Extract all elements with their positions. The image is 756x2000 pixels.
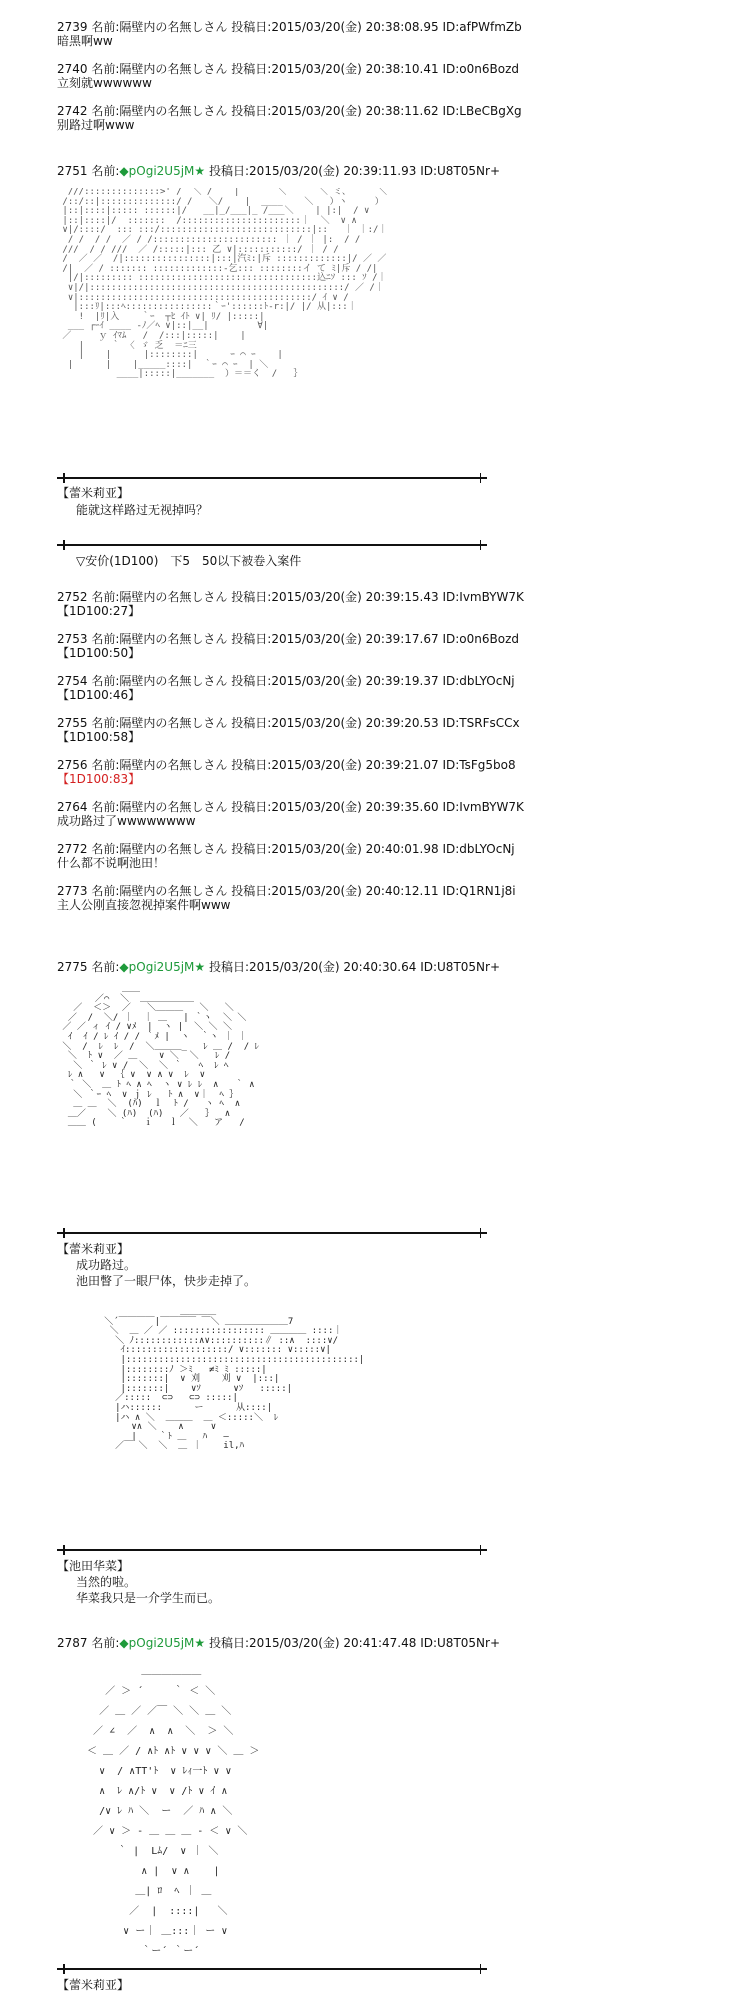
post-date: 2015/03/20(金) 20:40:30.64 <box>249 960 417 974</box>
post-2754 <box>57 674 617 702</box>
post-body: 立刻就wwwwww <box>57 76 152 90</box>
poster-id[interactable]: ID:o0n6Bozd <box>442 62 519 76</box>
poster-name: 隔壁内の名無しさん <box>119 884 228 898</box>
poster-name: 隔壁内の名無しさん <box>119 800 228 814</box>
name-label: 名前: <box>91 1636 120 1650</box>
name-label: 名前: <box>91 716 120 730</box>
post-2739 <box>57 20 617 48</box>
post-date: 2015/03/20(金) 20:39:21.07 <box>271 758 439 772</box>
speech-line: 华菜我只是一介学生而已。 <box>76 1591 221 1605</box>
date-label: 投稿日: <box>231 20 272 34</box>
post-header <box>57 20 617 34</box>
date-label: 投稿日: <box>231 104 272 118</box>
name-label: 名前: <box>91 960 120 974</box>
dice-result: 【1D100:46】 <box>57 688 141 702</box>
post-number[interactable]: 2787 <box>57 1636 88 1650</box>
date-label: 投稿日: <box>231 800 272 814</box>
ascii-art-remilia-3: ＿＿＿＿＿＿ ／ ＞ ´ ｀ ＜ ＼ ／ ＿ ／ ／￣ ＼ ＼ ＿ ＼ ／ ∠ ／ ∧ ∧ ＼ ＞ ＼ ＜ ＿ ／ / ∧ﾄ ∧ﾄ ∨ ∨ ∨ ＼ ＿ ＞ ∨ / ∧TT'ﾄ ∨ ﾚｨ一ﾄ ∨ ∨ ∧ ﾚ ∧/ﾄ ∨ ∨ /ﾄ ∨ ｲ ∧ /∨ ﾚ ﾊ ＼ ー ／ ﾊ ∧ ＼ ／ ∨ ＞ - ＿ ＿ ＿ - ＜ ∨ ＼ ｀ | Lﾑ/ ∨ ｜ ＼ ∧ | ∨ ∧ | ＿| ﾛ ﾍ ｜ ＿ ／ | ::::| ＼ ∨ ー｜ ＿:::｜ ー ∨ ｀ー´ ｀ー´ <box>87 1666 260 1957</box>
poster-id[interactable]: ID:Q1RN1j8i <box>442 884 516 898</box>
post-number[interactable]: 2753 <box>57 632 88 646</box>
post-date: 2015/03/20(金) 20:39:15.43 <box>271 590 439 604</box>
poster-id[interactable]: ID:afPWfmZb <box>442 20 522 34</box>
ascii-art-remilia-1: ///::::::::::::::>' / ＼ / | ＼ ＼ ミ、 ＼ /::/::|::::::::::::::/ / ＼/ | ____ ＼ ）ヽ ） |::|::::|::::: ::::::|/ __|_/___|_ /___＼ | |:| / ∨ |::|::::|/ ::::::: /::::::::::::::::::::::｜ ＼ ∨ ∧ ∨|/::::/ ::: :::/::::::::::::::::::::::::::::|:: ｜ ｜:/｜ / / / / ／ / /::::::::::::::::::::::: ｜ / ｜ |: / / /// / / /// ／ /:::::|::: 乙 ∨|:::::::::::/ ｜ / / / ／ ／ /|::::::::::::::::|:::|汽ﾐ:|斥 :::::::::::::|/ ／ ／ /| ／ / ::::::: :::::::::::::-乞::: ::::::::イ て ﾐ|斥 / /| |/|::::::::: :::::::::::::::::::::::::::::::::込ﾆｿ ::: ｿ /｜ ∨|/|:::::::::::::::::::::::::::::::::::::::::::::::/ ／ /｜ ∨|:::::::::::::::::::::::::::::::::::::::::::/ ｲ ∨ / |:::ﾘ|:::ﾍ::::::::::::::::｀ｰ'::::::ﾄ‐r:|/ |/ 从|:::｜ ! |ﾘ|入 ｀ｰ ┬ﾋ ｲﾄ ∨| ﾘ/ |:::::| ___ ┌ｰｲ ____ -ﾉ／ﾍ ∨|::|__| ∀| ／ ｙ ｲﾏﾑ / /:::|:::::| | | ｀ 〈 ゞ 乏 ＝ﾆ三 | | |::::::::| ｰ ⌒ ｰ | | | |_____::::| ｀ｰ ⌒ ｰ | ＼ ____|:::::|_______ ）＝＝く / ｝ <box>62 188 388 380</box>
post-number[interactable]: 2773 <box>57 884 88 898</box>
post-header <box>57 590 617 604</box>
post-body: 主人公刚直接忽视掉案件啊www <box>57 898 231 912</box>
post-date: 2015/03/20(金) 20:39:17.67 <box>271 632 439 646</box>
dice-result: 【1D100:50】 <box>57 646 141 660</box>
date-label: 投稿日: <box>231 758 272 772</box>
name-label: 名前: <box>91 590 120 604</box>
post-2755 <box>57 716 617 744</box>
speech-line: 能就这样路过无视掉吗？ <box>76 503 209 517</box>
date-label: 投稿日: <box>209 1636 250 1650</box>
post-2772 <box>57 842 617 870</box>
poster-name: 隔壁内の名無しさん <box>119 104 228 118</box>
poster-name: 隔壁内の名無しさん <box>119 20 228 34</box>
post-header <box>57 960 617 974</box>
speech-line: 成功路过。 <box>76 1258 137 1272</box>
name-label: 名前: <box>91 884 120 898</box>
poster-name: 隔壁内の名無しさん <box>119 62 228 76</box>
date-label: 投稿日: <box>209 960 250 974</box>
name-label: 名前: <box>91 674 120 688</box>
dice-result: 【1D100:27】 <box>57 604 141 618</box>
post-date: 2015/03/20(金) 20:38:08.95 <box>271 20 439 34</box>
date-label: 投稿日: <box>231 842 272 856</box>
poster-id[interactable]: ID:TSRFsCCx <box>442 716 520 730</box>
divider-rule <box>57 473 487 483</box>
poster-id[interactable]: ID:dbLYOcNj <box>442 674 515 688</box>
divider-rule <box>57 1545 487 1555</box>
post-header <box>57 674 617 688</box>
name-label: 名前: <box>91 20 120 34</box>
post-header <box>57 884 617 898</box>
date-label: 投稿日: <box>231 884 272 898</box>
post-number[interactable]: 2742 <box>57 104 88 118</box>
name-label: 名前: <box>91 758 120 772</box>
post-header <box>57 632 617 646</box>
post-body: 暗黑啊ww <box>57 34 113 48</box>
divider-rule <box>57 1964 487 1974</box>
speaker-label: 【蕾米莉亚】 <box>57 1242 130 1256</box>
post-header <box>57 1636 617 1650</box>
name-label: 名前: <box>91 632 120 646</box>
poster-name: 隔壁内の名無しさん <box>119 716 228 730</box>
post-body: 成功路过了wwwwwwww <box>57 814 196 828</box>
post-2773 <box>57 884 617 912</box>
post-number[interactable]: 2756 <box>57 758 88 772</box>
poster-name: 隔壁内の名無しさん <box>119 590 228 604</box>
post-body: 什么都不说啊池田！ <box>57 856 166 870</box>
post-date: 2015/03/20(金) 20:38:11.62 <box>271 104 439 118</box>
speech-line: 当然的啦。 <box>76 1575 137 1589</box>
poster-name: 隔壁内の名無しさん <box>119 758 228 772</box>
date-label: 投稿日: <box>231 590 272 604</box>
speaker-label: 【池田华菜】 <box>57 1559 130 1573</box>
post-header <box>57 800 617 814</box>
date-label: 投稿日: <box>231 716 272 730</box>
post-header <box>57 62 617 76</box>
post-date: 2015/03/20(金) 20:39:20.53 <box>271 716 439 730</box>
poster-id[interactable]: ID:dbLYOcNj <box>442 842 515 856</box>
post-number[interactable]: 2772 <box>57 842 88 856</box>
post-date: 2015/03/20(金) 20:41:47.48 <box>249 1636 417 1650</box>
name-label: 名前: <box>91 842 120 856</box>
date-label: 投稿日: <box>231 62 272 76</box>
post-number[interactable]: 2764 <box>57 800 88 814</box>
poster-id[interactable]: ID:U8T05Nr+ <box>420 960 501 974</box>
poster-id[interactable]: ID:o0n6Bozd <box>442 632 519 646</box>
post-2753 <box>57 632 617 660</box>
post-header <box>57 104 617 118</box>
name-label: 名前: <box>91 800 120 814</box>
post-number[interactable]: 2775 <box>57 960 88 974</box>
divider-rule <box>57 540 487 550</box>
poster-name: ◆pOgi2U5jM★ <box>119 1636 206 1650</box>
poster-name: 隔壁内の名無しさん <box>119 842 228 856</box>
date-label: 投稿日: <box>231 632 272 646</box>
name-label: 名前: <box>91 62 120 76</box>
speech-line: 池田瞥了一眼尸体，快步走掉了。 <box>76 1274 257 1288</box>
post-number[interactable]: 2751 <box>57 164 88 178</box>
post-header <box>57 842 617 856</box>
poster-name: 隔壁内の名無しさん <box>119 674 228 688</box>
poster-name: ◆pOgi2U5jM★ <box>119 960 206 974</box>
post-2775 <box>57 960 617 974</box>
name-label: 名前: <box>91 104 120 118</box>
post-2742 <box>57 104 617 132</box>
post-2752 <box>57 590 617 618</box>
post-number[interactable]: 2754 <box>57 674 88 688</box>
poster-name: ◆pOgi2U5jM★ <box>119 164 206 178</box>
post-number[interactable]: 2755 <box>57 716 88 730</box>
post-2740 <box>57 62 617 90</box>
post-2787 <box>57 1636 617 1650</box>
post-date: 2015/03/20(金) 20:39:35.60 <box>271 800 439 814</box>
date-label: 投稿日: <box>231 674 272 688</box>
post-header <box>57 758 617 772</box>
dice-anchor-text: ▽安价(1D100) 下5 50以下被卷入案件 <box>76 554 302 568</box>
poster-id[interactable]: ID:LBeCBgXg <box>442 104 522 118</box>
poster-name: 隔壁内の名無しさん <box>119 632 228 646</box>
speaker-label: 【蕾米莉亚】 <box>57 1978 130 1992</box>
poster-id[interactable]: ID:IvmBYW7K <box>442 590 524 604</box>
poster-id[interactable]: ID:U8T05Nr+ <box>420 1636 501 1650</box>
post-2764 <box>57 800 617 828</box>
post-number[interactable]: 2740 <box>57 62 88 76</box>
poster-id[interactable]: ID:IvmBYW7K <box>442 800 524 814</box>
speaker-label: 【蕾米莉亚】 <box>57 486 130 500</box>
post-2751 <box>57 164 617 178</box>
post-header <box>57 164 617 178</box>
ascii-art-ikeda: ＿＿＿＿ ＼´￣￣￣￣|￣￣￣￣ ￣＼ ＿＿＿＿＿＿＿7 ＼ ＿ ／ ／ ::::::::::::::::: ＿＿＿＿ ::::｜ ＼ ﾉ::::::::::::∧∨::::::::::∥ ::∧ ::::∨/ ｲ:::::::::::::::::::/ ∨::::::: ∨:::::∨| |:::::::::::::::::::::::::::::::::::::::::::| |::::::::ﾉ ＞ﾐ ≠ﾐ ﾐ :::::| |:::::::| ∨ 刈 刈 ∨ |:::| |:::::::| ∨ｿ ∨ｿ :::::| ／::::: ⊂⊃ ⊂⊃ :::::| |ハ:::::: ー 从::::| |ハ ∧ ＼ ＿＿＿ ＿ ＜:::::＼ ﾚ ∨∧ ＼ ∧ ∨ | ｀ﾄ ＿ ﾊ ― ／￣ ＼ ＼ ＿ ｜ il,ﾊ <box>104 1308 365 1452</box>
post-2756 <box>57 758 617 786</box>
name-label: 名前: <box>91 164 120 178</box>
dice-result: 【1D100:58】 <box>57 730 141 744</box>
post-date: 2015/03/20(金) 20:40:12.11 <box>271 884 439 898</box>
post-body: 别路过啊www <box>57 118 135 132</box>
date-label: 投稿日: <box>209 164 250 178</box>
poster-id[interactable]: ID:U8T05Nr+ <box>420 164 501 178</box>
post-date: 2015/03/20(金) 20:38:10.41 <box>271 62 439 76</box>
post-header <box>57 716 617 730</box>
dice-result-highlighted: 【1D100:83】 <box>57 772 141 786</box>
divider-rule <box>57 1228 487 1238</box>
post-date: 2015/03/20(金) 20:39:11.93 <box>249 164 417 178</box>
post-number[interactable]: 2752 <box>57 590 88 604</box>
post-date: 2015/03/20(金) 20:39:19.37 <box>271 674 439 688</box>
poster-id[interactable]: ID:TsFg5bo8 <box>442 758 516 772</box>
ascii-art-remilia-2: ＿＿ ／⌒ ＼ ＿＿＿＿＿＿ ／ ＜＞ ／ ＼＿＿＿ ＼ ＼ ／ / ＼/ ｜ ｜ ＿ | ｀ヽ ＼ ＼ ／ ／ ィ ｲ / ∨ﾒ | ヽ | ＼ ＼ ＼ ｲ ｲ / ﾚ ｲ / / ｀ﾒ | ヽ ｀ヽ ｜ ｜ ＼ / ﾚ ﾚ / ＼＿＿＿_ ﾚ ＿ / / ﾚ ＼ ﾄ ∨ ／ ＿ ∨ ＼ ＼ ﾚ / ＼ ｀ ﾚ ∨ / ＼ ＼ ｀ ﾍ ﾚ ﾍ ﾚ ∧ ∨ ｛ ∨ ∨ ∧ ∨ ﾚ ∨ ｀ ＼ ＿ ﾄ ﾍ ∧ ﾍ ヽ ∨ ﾚ ﾚ ∧ ｀ ∧ ＼ ｀ｰ ﾍ ∨ ｊ ﾚ ﾄ ∧ ∨｜ ﾍ ｝ ＿ ＿ ＼ (ﾊ) ｌ ﾄ / ヽ ﾍ ∧ ＿／ ＼ (ﾊ) (ﾊ) ／ ｝ ∧ ＿＿ ( ｀ ｉ ｌ ＼ ア / <box>62 985 260 1129</box>
post-date: 2015/03/20(金) 20:40:01.98 <box>271 842 439 856</box>
post-number[interactable]: 2739 <box>57 20 88 34</box>
